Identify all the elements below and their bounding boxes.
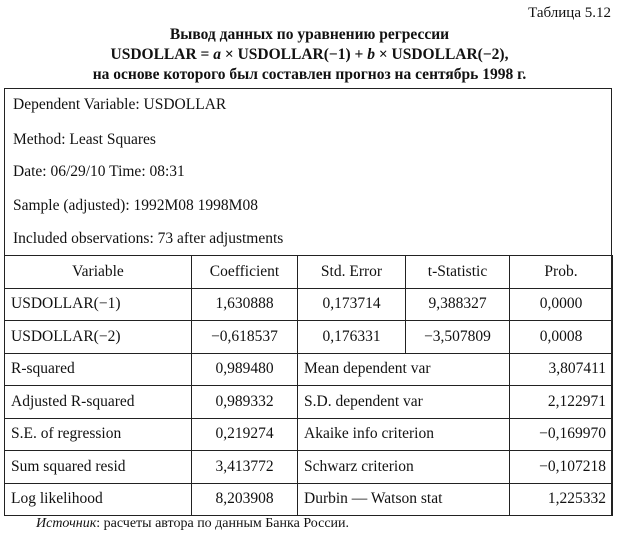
stats-row	[5, 353, 613, 386]
stats-row	[5, 483, 613, 516]
stat-value: 8,203908	[192, 483, 298, 516]
stats-row	[5, 418, 613, 451]
table-caption	[0, 25, 619, 85]
t-statistic-cell: 9,388327	[406, 288, 510, 321]
included-observations: Included observations: 73 after adjustments	[13, 230, 284, 247]
header-t-statistic: t-Statistic	[406, 256, 510, 289]
stat-value: 3,413772	[192, 451, 298, 484]
sample: Sample (adjusted): 1992M08 1998M08	[13, 197, 258, 214]
caption-line-3: на основе которого был составлен прогноз на сентябрь 1998 г.	[92, 66, 527, 83]
coefficient-cell: 1,630888	[192, 288, 298, 321]
date-time: Date: 06/29/10 Time: 08:31	[13, 163, 185, 180]
stat-label-2: Akaike info criterion	[298, 418, 510, 451]
header-coefficient: Coefficient	[192, 256, 298, 289]
source-note	[36, 516, 349, 532]
prob-cell: 0,0000	[510, 288, 613, 321]
stat-value-2: 1,225332	[510, 483, 613, 516]
stat-value-2: 2,122971	[510, 386, 613, 419]
stat-label: S.E. of regression	[5, 418, 192, 451]
caption-line-1: Вывод данных по уравнению регрессии	[169, 26, 450, 43]
method: Method: Least Squares	[13, 131, 156, 148]
stat-value-2: −0,169970	[510, 418, 613, 451]
stat-label: Adjusted R-squared	[5, 386, 192, 419]
table-row	[5, 321, 613, 354]
std-error-cell: 0,176331	[298, 321, 406, 354]
caption-line-2: USDOLLAR = a × USDOLLAR(−1) + b × USDOLLAR(−2),	[110, 46, 509, 63]
stats-row	[5, 386, 613, 419]
stat-label-2: Durbin — Watson stat	[298, 483, 510, 516]
stat-label: Log likelihood	[5, 483, 192, 516]
stat-label-2: S.D. dependent var	[298, 386, 510, 419]
header-std-error: Std. Error	[298, 256, 406, 289]
header-prob: Prob.	[510, 256, 613, 289]
stat-label-2: Mean dependent var	[298, 353, 510, 386]
stat-value-2: 3,807411	[510, 353, 613, 386]
source-label: Источник	[36, 516, 97, 531]
stat-label-2: Schwarz criterion	[298, 451, 510, 484]
stat-value: 0,219274	[192, 418, 298, 451]
regression-table	[4, 255, 613, 516]
t-statistic-cell: −3,507809	[406, 321, 510, 354]
stat-label: Sum squared resid	[5, 451, 192, 484]
table-number: Таблица 5.12	[528, 5, 611, 21]
dependent-variable: Dependent Variable: USDOLLAR	[13, 96, 227, 113]
variable-cell: USDOLLAR(−2)	[5, 321, 192, 354]
std-error-cell: 0,173714	[298, 288, 406, 321]
stat-value-2: −0,107218	[510, 451, 613, 484]
prob-cell: 0,0008	[510, 321, 613, 354]
header-variable: Variable	[5, 256, 192, 289]
table-row	[5, 288, 613, 321]
stat-value: 0,989332	[192, 386, 298, 419]
coefficient-cell: −0,618537	[192, 321, 298, 354]
stat-value: 0,989480	[192, 353, 298, 386]
stats-row	[5, 451, 613, 484]
header-row	[5, 256, 613, 289]
stat-label: R-squared	[5, 353, 192, 386]
source-text: : расчеты автора по данным Банка России.	[96, 516, 350, 531]
variable-cell: USDOLLAR(−1)	[5, 288, 192, 321]
